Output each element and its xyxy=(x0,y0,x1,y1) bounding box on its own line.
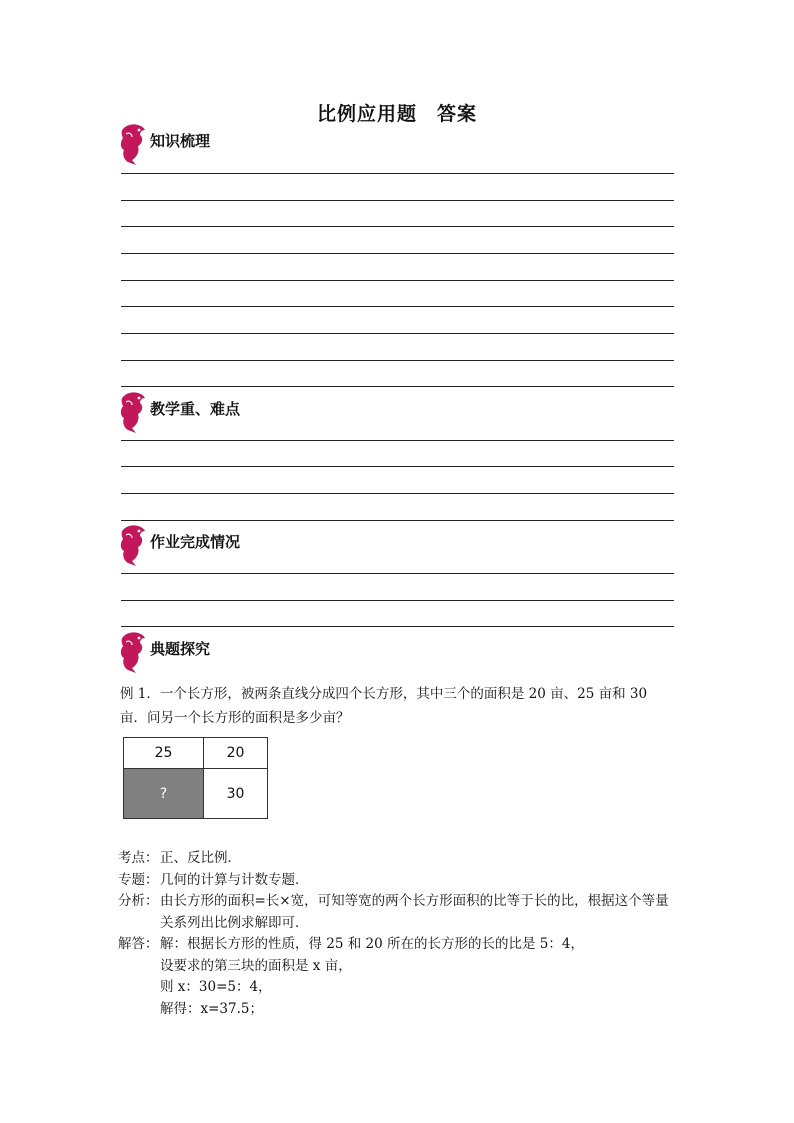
area-grid xyxy=(123,737,268,819)
solution-block xyxy=(118,848,688,1020)
writing-line xyxy=(121,600,674,601)
section-title: 作业完成情况 xyxy=(150,533,241,551)
label-kaodian: 考点： xyxy=(118,850,159,866)
writing-line xyxy=(121,200,674,201)
writing-line xyxy=(121,386,674,387)
section-homework xyxy=(118,529,674,569)
label-jieda: 解答： xyxy=(118,936,159,952)
section-title: 教学重、难点 xyxy=(150,400,241,418)
writing-line xyxy=(121,173,674,174)
grid-cell-unknown: ? xyxy=(124,769,204,819)
jieda-text: 则 x：30=5：4， xyxy=(160,979,272,995)
writing-line xyxy=(121,360,674,361)
dolphin-icon xyxy=(118,390,148,434)
writing-line xyxy=(121,333,674,334)
writing-line xyxy=(121,440,674,441)
dolphin-icon xyxy=(118,122,148,166)
writing-line xyxy=(121,280,674,281)
question-line: 例 1．一个长方形，被两条直线分成四个长方形，其中三个的面积是 20 亩、25 亩和 30 xyxy=(120,686,648,702)
example-question xyxy=(120,682,680,730)
grid-cell: 30 xyxy=(204,769,268,819)
writing-line xyxy=(121,520,674,521)
dolphin-icon xyxy=(118,630,148,674)
jieda-text: 设要求的第三块的面积是 x 亩， xyxy=(160,957,352,974)
section-knowledge xyxy=(118,128,674,168)
writing-line xyxy=(121,626,674,627)
section-examples xyxy=(118,636,674,676)
writing-line xyxy=(121,306,674,307)
fenxi-text: 由长方形的面积=长×宽，可知等宽的两个长方形面积的比等于长的比，根据这个等量 xyxy=(160,893,669,909)
kaodian-text: 正、反比例． xyxy=(160,850,241,866)
writing-line xyxy=(121,226,674,227)
section-title: 知识梳理 xyxy=(150,132,211,150)
writing-line xyxy=(121,253,674,254)
fenxi-text: 关系列出比例求解即可． xyxy=(160,914,309,931)
writing-line xyxy=(121,466,674,467)
section-key-points xyxy=(118,396,674,436)
jieda-text: 解得：x=37.5； xyxy=(160,1000,263,1017)
jieda-text: 解：根据长方形的性质，得 25 和 20 所在的长方形的长的比是 5：4， xyxy=(160,936,584,952)
grid-cell: 25 xyxy=(124,738,204,769)
writing-line xyxy=(121,573,674,574)
dolphin-icon xyxy=(118,523,148,567)
label-fenxi: 分析： xyxy=(118,893,159,909)
zhuanti-text: 几何的计算与计数专题． xyxy=(160,871,309,888)
page-title: 比例应用题 答案 xyxy=(316,103,477,125)
writing-line xyxy=(121,493,674,494)
grid-cell: 20 xyxy=(204,738,268,769)
section-title: 典题探究 xyxy=(150,640,211,658)
question-line: 亩．问另一个长方形的面积是多少亩？ xyxy=(120,710,350,726)
label-zhuanti: 专题： xyxy=(118,871,159,888)
